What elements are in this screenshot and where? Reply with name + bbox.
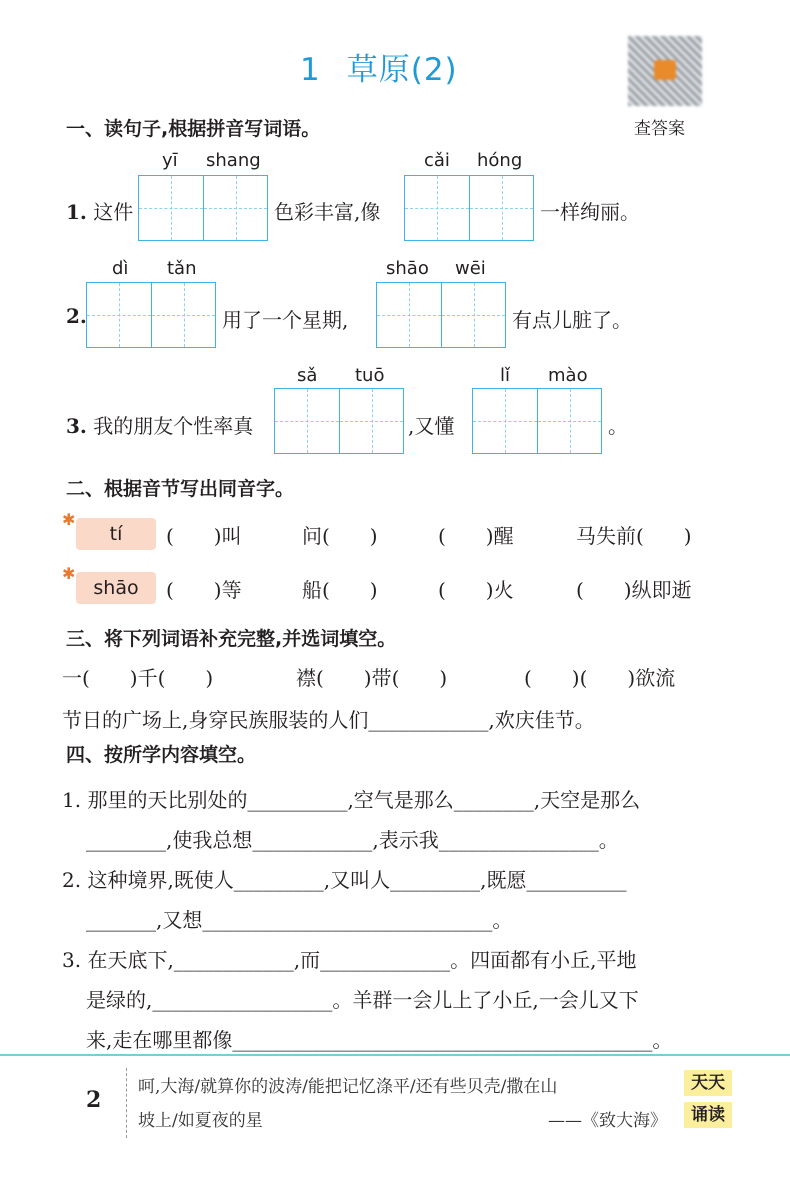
question-number: 2. [66,304,87,328]
poem-source: ——《致大海》 [548,1111,667,1131]
fill-line[interactable]: 来,走在哪里都像__________________________________________。 [86,1028,673,1052]
pinyin: tǎn [167,258,197,279]
lesson-title [300,44,458,89]
writing-grid[interactable] [138,175,268,241]
pinyin: shāo [386,258,429,279]
question-segment: 。 [608,414,628,438]
blank-item[interactable]: ( )等 [166,578,242,602]
question-segment: 用了一个星期, [222,308,349,332]
question-text [66,196,133,225]
qr-logo-icon [654,60,676,80]
question-segment: 我的朋友个性率真 [93,414,254,438]
fill-sentence[interactable]: 节日的广场上,身穿民族服装的人们____________,欢庆佳节。 [62,708,595,732]
syllable-tag: shāo [76,572,156,604]
section3-title: 三、将下列词语补充完整,并选词填空。 [66,628,397,650]
fill-line[interactable]: 2. 这种境界,既使人_________,又叫人_________,既愿__________ [62,868,627,892]
grid-cell[interactable] [151,283,215,347]
lesson-number: 1 [300,52,321,88]
pinyin: shang [206,150,261,171]
pinyin: mào [548,365,588,386]
grid-cell[interactable] [441,283,505,347]
question-segment: 有点儿脏了。 [512,308,632,332]
poem-line: 坡上/如夏夜的星 [138,1111,263,1131]
grid-cell[interactable] [473,389,537,453]
pinyin: sǎ [297,365,318,386]
grid-cell[interactable] [405,176,469,240]
poem-line: 呵,大海/就算你的波涛/能把记忆涤平/还有些贝壳/撒在山 [138,1077,558,1097]
fill-line[interactable]: 是绿的,__________________。羊群一会儿上了小丘,一会儿又下 [86,988,639,1012]
page-number: 2 [86,1087,102,1113]
blank-item[interactable]: ( )火 [438,578,514,602]
footer-divider [0,1054,790,1056]
grid-cell[interactable] [275,389,339,453]
blank-item[interactable]: 马失前( ) [576,524,692,548]
writing-grid[interactable] [376,282,506,348]
lesson-title-text: 草原(2) [346,52,458,88]
grid-cell[interactable] [537,389,601,453]
blank-item[interactable]: 问( ) [302,524,378,548]
crab-icon: ✱ [62,564,76,583]
blank-item[interactable]: 一( )千( ) [62,666,214,690]
writing-grid[interactable] [472,388,602,454]
grid-cell[interactable] [469,176,533,240]
question-segment: 一样绚丽。 [540,200,640,224]
question-number: 3. [66,414,87,438]
grid-cell[interactable] [139,176,203,240]
pinyin: dì [112,258,129,279]
blank-item[interactable]: ( )醒 [438,524,514,548]
grid-cell[interactable] [339,389,403,453]
blank-item[interactable]: ( )纵即逝 [576,578,692,602]
question-segment: ,又懂 [408,414,455,438]
daily-reading-badge: 天天 [684,1070,732,1096]
writing-grid[interactable] [274,388,404,454]
fill-line[interactable]: ________,使我总想____________,表示我________________。 [86,828,619,852]
fill-line[interactable]: _______,又想_____________________________。 [86,908,513,932]
grid-cell[interactable] [377,283,441,347]
syllable-tag: tí [76,518,156,550]
crab-icon: ✱ [62,510,76,529]
question-text [66,410,253,439]
section1-title: 一、读句子,根据拼音写词语。 [66,118,321,140]
blank-item[interactable]: 船( ) [302,578,378,602]
question-segment: 色彩丰富,像 [274,200,381,224]
blank-item[interactable]: 襟( )带( ) [296,666,448,690]
pinyin: cǎi [424,150,450,171]
fill-line[interactable]: 1. 那里的天比别处的__________,空气是那么________,天空是那么 [62,788,641,812]
section4-title: 四、按所学内容填空。 [66,744,257,766]
blank-item[interactable]: ( )( )欲流 [524,666,676,690]
pinyin: tuō [355,365,385,386]
fill-line[interactable]: 3. 在天底下,____________,而_____________。四面都有小丘,平地 [62,948,637,972]
daily-reading-badge: 诵读 [684,1102,732,1128]
grid-cell[interactable] [87,283,151,347]
blank-item[interactable]: ( )叫 [166,524,242,548]
writing-grid[interactable] [86,282,216,348]
footer-vertical-divider [126,1068,127,1138]
pinyin: hóng [477,150,523,171]
section2-title: 二、根据音节写出同音字。 [66,478,295,500]
qr-code[interactable] [628,36,702,106]
pinyin: wēi [455,258,486,279]
writing-grid[interactable] [404,175,534,241]
grid-cell[interactable] [203,176,267,240]
question-number: 1. [66,200,87,224]
pinyin: yī [162,150,178,171]
answer-label: 查答案 [634,119,685,139]
pinyin: lǐ [500,365,511,386]
question-segment: 这件 [93,200,134,224]
